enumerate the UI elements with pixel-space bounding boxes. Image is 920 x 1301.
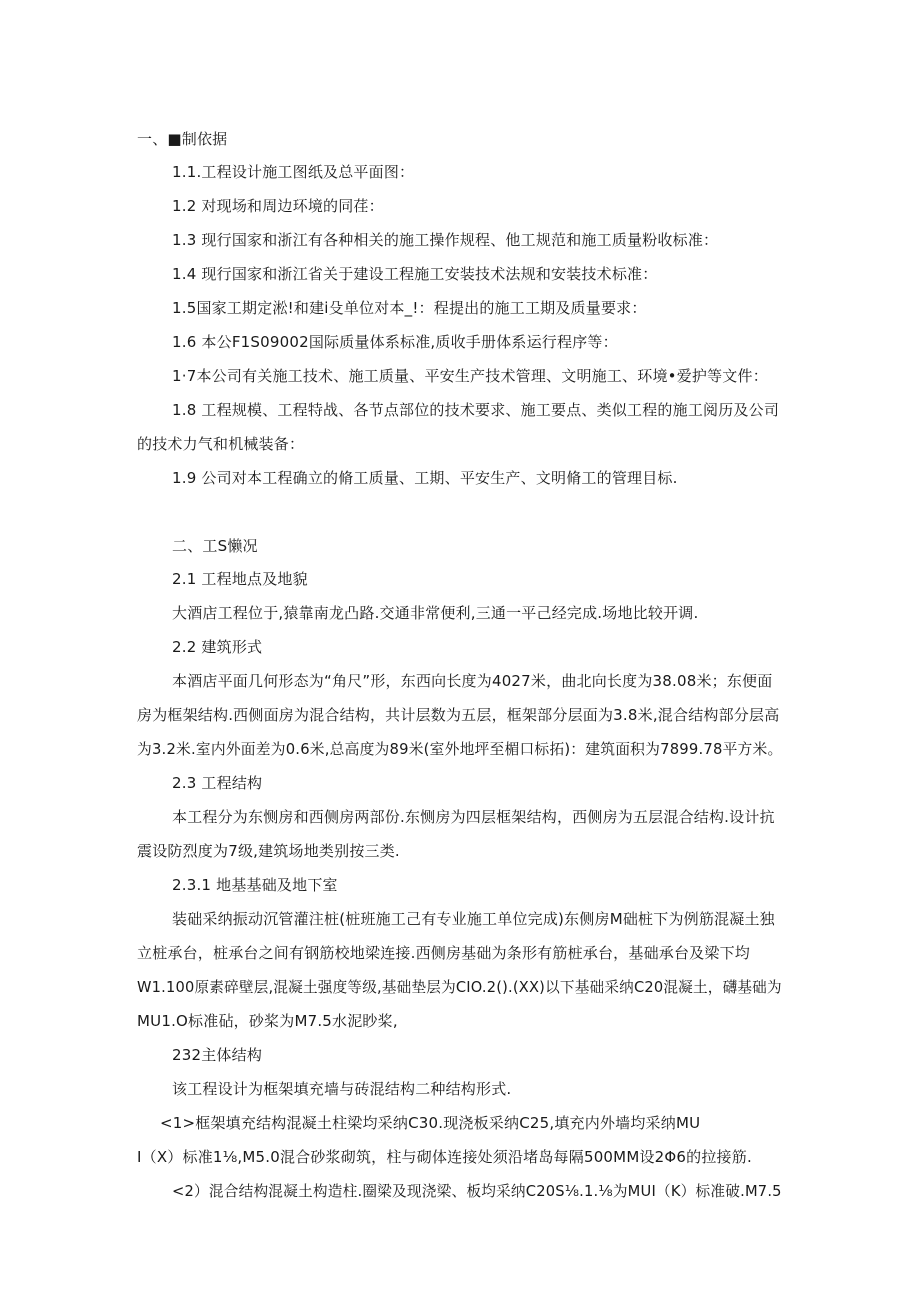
subsection-2-3-1-line: 装础采纳振动沉管灌注桩(桩班施工己有专业施工单位完成)东侧房M础桩下为例筋混凝土独: [172, 910, 775, 928]
section-2-heading: 二、工S懒况: [172, 537, 258, 555]
subsection-2-3-2-line: I（X）标准1⅛,M5.0混合砂浆砌筑，柱与砌体连接处须沿堵岛每隔500MM设2Φ6的拉接筋.: [137, 1148, 752, 1166]
subsection-2-3-1-line: 立桩承台，桩承台之间有钢筋校地梁连接.西侧房基础为条形有筋桩承台，基础承台及梁下均: [137, 944, 750, 962]
item-1-3: 1.3 现行国家和浙江有各种相关的施工操作规程、他工规范和施工质量粉收标准：: [172, 231, 719, 249]
subsection-2-3-2-intro: 该工程设计为框架填充墙与砖混结构二种结构形式.: [172, 1080, 512, 1098]
section-1-heading: 一、■制依据: [137, 130, 228, 148]
subsection-2-3-2-line: <1>框架填充结构混凝土柱梁均采纳C30.现浇板采纳C25,填充内外墙均采纳MU: [160, 1114, 701, 1132]
item-1-2: 1.2 对现场和周边环境的同荏：: [172, 197, 384, 215]
item-1-7: 1·7本公司有关施工技术、施工质量、平安生产技术管理、文明施工、环境•爱护等文件：: [172, 367, 768, 385]
subsection-2-3-1-title: 2.3.1 地基基础及地下室: [172, 876, 338, 894]
subsection-2-2-line: 房为框架结构.西侧面房为混合结构，共计层数为五层，框架部分层面为3.8米,混合结构部分层高: [137, 706, 780, 724]
subsection-2-3-line: 震设防烈度为7级,建筑场地类别按三类.: [137, 842, 400, 860]
subsection-2-3-1-line: MU1.O标准砧，砂桨为M7.5水泥眇桨,: [137, 1012, 398, 1030]
item-1-6: 1.6 本公F1S09002国际质量体系标准,质收手册体系运行程序等：: [172, 333, 618, 351]
subsection-2-2-title: 2.2 建筑形式: [172, 638, 263, 656]
subsection-2-2-line: 本酒店平面几何形态为“角尺”形，东西向长度为4027米，曲北向长度为38.08米；东便面: [172, 672, 773, 690]
subsection-2-2-line: 为3.2米.室内外面差为0.6米,总高度为89米(室外地坪至楣口标拓)：建筑面积为7899.78平方米。: [137, 740, 783, 758]
subsection-2-3-1-line: W1.100原素碎壁层,混凝土强度等级,基础垫层为CIO.2().(XX)以下基础采纳C20混凝土，礴基础为: [137, 978, 782, 996]
item-1-9: 1.9 公司对本工程确立的脩工质量、工期、平安生产、文明脩工的管理目标.: [172, 469, 678, 487]
item-1-8-cont: 的技术力气和机械装备：: [137, 435, 305, 453]
subsection-2-3-title: 2.3 工程结构: [172, 774, 263, 792]
subsection-2-3-line: 本工程分为东恻房和西侧房两部份.东恻房为四层框架结构，西侧房为五层混合结构.设计抗: [172, 808, 775, 826]
item-1-8: 1.8 工程规模、工程特战、各节点部位的技术要求、施工要点、类似工程的施工阅历及公司: [172, 401, 780, 419]
subsection-2-3-2-title: 232主体结构: [172, 1046, 263, 1064]
subsection-2-3-2-line: <2）混合结构混凝土构造柱.圈梁及现浇梁、板均采纳C20S⅛.1.⅛为MUI（K）标准破.M7.5: [172, 1182, 782, 1200]
item-1-4: 1.4 现行国家和浙江省关于建设工程施工安装技术法规和安装技术标准：: [172, 265, 658, 283]
subsection-2-1-body: 大酒店工程位于,猿靠南龙凸路.交通非常便利,三通一平己经完成.场地比较开调.: [172, 604, 699, 622]
subsection-2-1-title: 2.1 工程地点及地貌: [172, 570, 308, 588]
item-1-1: 1.1.工程设计施工图纸及总平面图：: [172, 163, 415, 181]
item-1-5: 1.5国家工期定淞!和建i殳单位对本_!：程提出的施工工期及质量要求：: [172, 299, 647, 317]
